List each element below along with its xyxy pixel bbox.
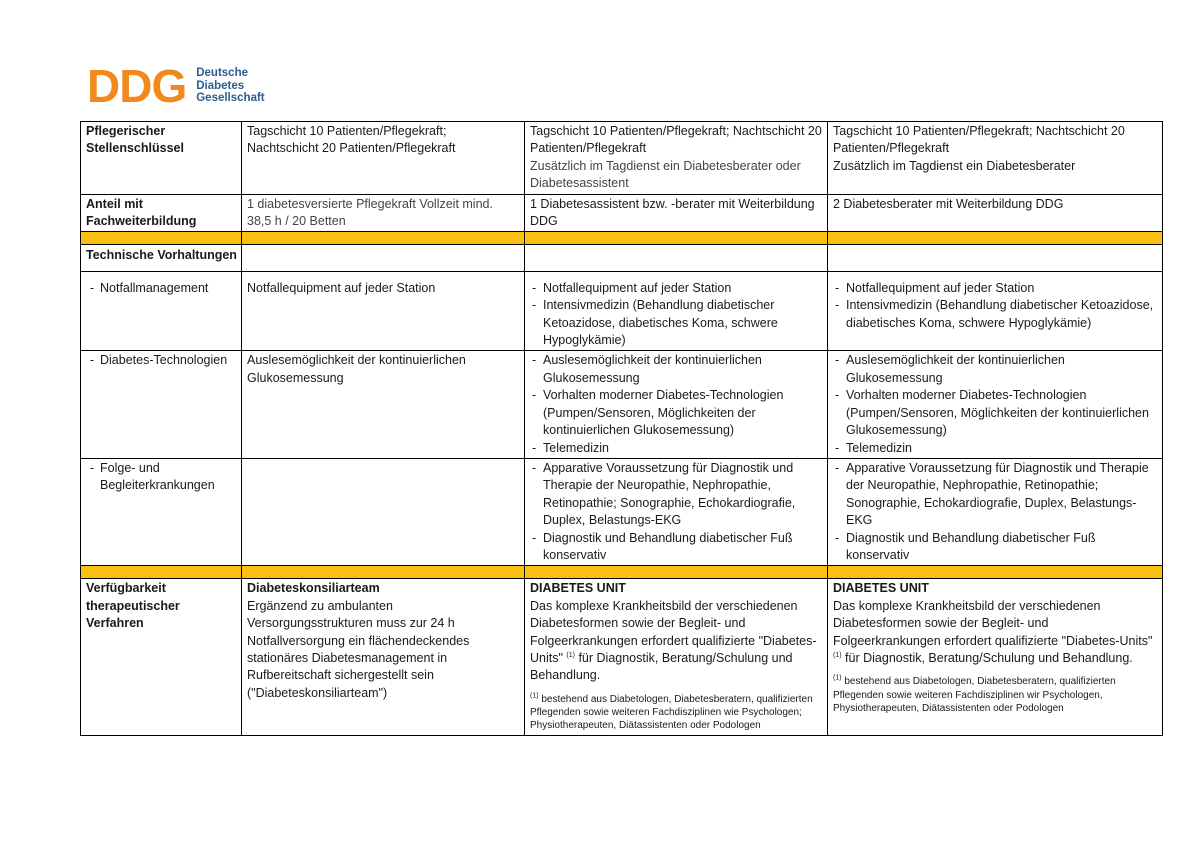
row-label: - Diabetes-Technologien [86, 352, 236, 369]
cell-title: Diabeteskonsiliarteam [247, 581, 380, 596]
list-item: - Auslesemöglichkeit der kontinuierlichen Glukosemessung [530, 352, 822, 387]
table-row-verfuegbarkeit [81, 579, 1163, 736]
divider-cell [242, 232, 525, 245]
list-item: - Apparative Voraussetzung für Diagnostik und Therapie der Neuropathie, Nephropathie, Retinopathie; Sonographie, Echokardiografie, Duplex, Belastungs-EKG [833, 460, 1157, 530]
row-label: Verfügbarkeit therapeutischer Verfahren [81, 579, 242, 736]
cell [525, 245, 828, 271]
bullet-list [833, 460, 1157, 564]
cell: Auslesemöglichkeit der kontinuierlichen Glukosemessung [242, 351, 525, 458]
list-item: - Auslesemöglichkeit der kontinuierlichen Glukosemessung [833, 352, 1157, 387]
cell: 1 diabetesversierte Pflegekraft Vollzeit mind. 38,5 h / 20 Betten [242, 194, 525, 232]
cell-text: Tagschicht 10 Patienten/Pflegekraft; Nachtschicht 20 Patienten/Pflegekraft [530, 124, 822, 156]
table-row-stellenschluessel [81, 122, 1163, 195]
list-item: - Diagnostik und Behandlung diabetischer Fuß konservativ [530, 530, 822, 565]
row-label: - Folge- und Begleiterkrankungen [86, 460, 236, 495]
cell [828, 458, 1163, 565]
cell: 1 Diabetesassistent bzw. -berater mit Weiterbildung DDG [525, 194, 828, 232]
logo-mark: DDG [87, 60, 187, 112]
section-heading: Technische Vorhaltungen [81, 245, 242, 271]
logo-line-3: Gesellschaft [196, 92, 265, 105]
bullet-list [530, 460, 822, 564]
footnote [530, 693, 822, 733]
list-item: - Intensivmedizin (Behandlung diabetischer Ketoazidose, diabetisches Koma, schwere Hypoglykämie) [530, 297, 822, 349]
footnote-text: bestehend aus Diabetologen, Diabetesberatern, qualifizierten Pflegenden sowie weiteren Fachdisziplinen wir Psychologen, Physiotherapeuten, Diätassistenten oder Podologen [833, 676, 1116, 714]
list-item: - Vorhalten moderner Diabetes-Technologien (Pumpen/Sensoren, Möglichkeiten der kontinuierlichen Glukosemessung) [833, 387, 1157, 439]
section-divider [81, 232, 1163, 245]
bullet-list [833, 280, 1157, 332]
table-row-technische [81, 245, 1163, 271]
list-item: - Telemedizin [833, 440, 1157, 457]
list-item: - Diagnostik und Behandlung diabetischer Fuß konservativ [833, 530, 1157, 565]
cell [525, 351, 828, 458]
divider-cell [81, 232, 242, 245]
table-row-anteil [81, 194, 1163, 232]
cell-text: Das komplexe Krankheitsbild der verschiedenen Diabetesformen sowie der Begleit- und Folgeerkrankungen erfordert qualifizierte "Diabetes-Units" [833, 598, 1153, 648]
logo-line-2: Diabetes [196, 79, 245, 92]
footnote-text: bestehend aus Diabetologen, Diabetesberatern, qualifizierten Pflegenden sowie weiteren Fachdisziplinen wie Psychologen; Physiotherapeuten, Diätassistenten oder Podologen [530, 693, 813, 732]
cell-text: Ergänzend zu ambulanten Versorgungsstrukturen muss zur 24 h Notfallversorgung ein flächendeckendes stationäres Diabetesmanagement in Rufbereitschaft sichergestellt sein ("Diabeteskonsiliarteam") [247, 598, 470, 700]
cell-title: DIABETES UNIT [530, 581, 626, 596]
cell [828, 245, 1163, 271]
cell: 2 Diabetesberater mit Weiterbildung DDG [828, 194, 1163, 232]
cell-text: für Diagnostik, Beratung/Schulung und Behandlung. [845, 650, 1133, 665]
requirements-table [80, 121, 1163, 736]
table-row-notfall [81, 271, 1163, 351]
bullet-list [530, 280, 822, 350]
divider-cell [525, 566, 828, 579]
divider-cell [242, 566, 525, 579]
cell-text: Zusätzlich im Tagdienst ein Diabetesberater [833, 158, 1076, 173]
divider-cell [81, 566, 242, 579]
cell-title: DIABETES UNIT [833, 581, 929, 596]
row-label: - Notfallmanagement [86, 280, 236, 297]
cell [81, 351, 242, 458]
bullet-list [530, 352, 822, 456]
logo-text [196, 67, 264, 105]
cell-text: Zusätzlich im Tagdienst ein Diabetesberater oder Diabetesassistent [530, 158, 801, 191]
footnote-marker: (1) [833, 651, 842, 659]
cell [828, 579, 1163, 736]
cell [828, 351, 1163, 458]
cell-text: Tagschicht 10 Patienten/Pflegekraft; Nachtschicht 20 Patienten/Pflegekraft [833, 124, 1125, 156]
cell [525, 122, 828, 195]
section-divider [81, 566, 1163, 579]
cell-text: Das komplexe Krankheitsbild der verschiedenen Diabetesformen sowie der Begleit- und Folgeerkrankungen erfordert qualifizierte "Diabetes-Units" [530, 598, 817, 665]
footnote-marker: (1) [530, 692, 539, 700]
footnote-marker: (1) [833, 675, 842, 683]
bullet-list [833, 352, 1157, 456]
cell [242, 245, 525, 271]
footnote [833, 675, 1157, 715]
cell [81, 458, 242, 565]
cell [525, 458, 828, 565]
row-label: Anteil mit Fachweiterbildung [81, 194, 242, 232]
cell [828, 271, 1163, 351]
table-row-technologien [81, 351, 1163, 458]
cell [525, 579, 828, 736]
list-item: - Intensivmedizin (Behandlung diabetischer Ketoazidose, diabetisches Koma, schwere Hypoglykämie) [833, 297, 1157, 332]
cell [242, 579, 525, 736]
cell-text: für Diagnostik, Beratung/Schulung und Behandlung. [530, 650, 793, 683]
divider-cell [525, 232, 828, 245]
cell: Tagschicht 10 Patienten/Pflegekraft; Nachtschicht 20 Patienten/Pflegekraft [242, 122, 525, 195]
table-row-folge [81, 458, 1163, 565]
footnote-marker: (1) [566, 651, 575, 659]
cell [525, 271, 828, 351]
logo-line-1: Deutsche [196, 67, 249, 80]
row-label: Pflegerischer Stellenschlüssel [81, 122, 242, 195]
list-item: - Apparative Voraussetzung für Diagnostik und Therapie der Neuropathie, Nephropathie, Retinopathie; Sonographie, Echokardiografie, Duplex, Belastungs-EKG [530, 460, 822, 530]
list-item: - Notfallequipment auf jeder Station [530, 280, 822, 297]
divider-cell [828, 232, 1163, 245]
list-item: - Notfallequipment auf jeder Station [833, 280, 1157, 297]
cell [828, 122, 1163, 195]
cell: Notfallequipment auf jeder Station [242, 271, 525, 351]
cell [242, 458, 525, 565]
list-item: - Vorhalten moderner Diabetes-Technologien (Pumpen/Sensoren, Möglichkeiten der kontinuierlichen Glukosemessung) [530, 387, 822, 439]
ddg-logo [87, 60, 265, 112]
cell [81, 271, 242, 351]
list-item: - Telemedizin [530, 440, 822, 457]
divider-cell [828, 566, 1163, 579]
